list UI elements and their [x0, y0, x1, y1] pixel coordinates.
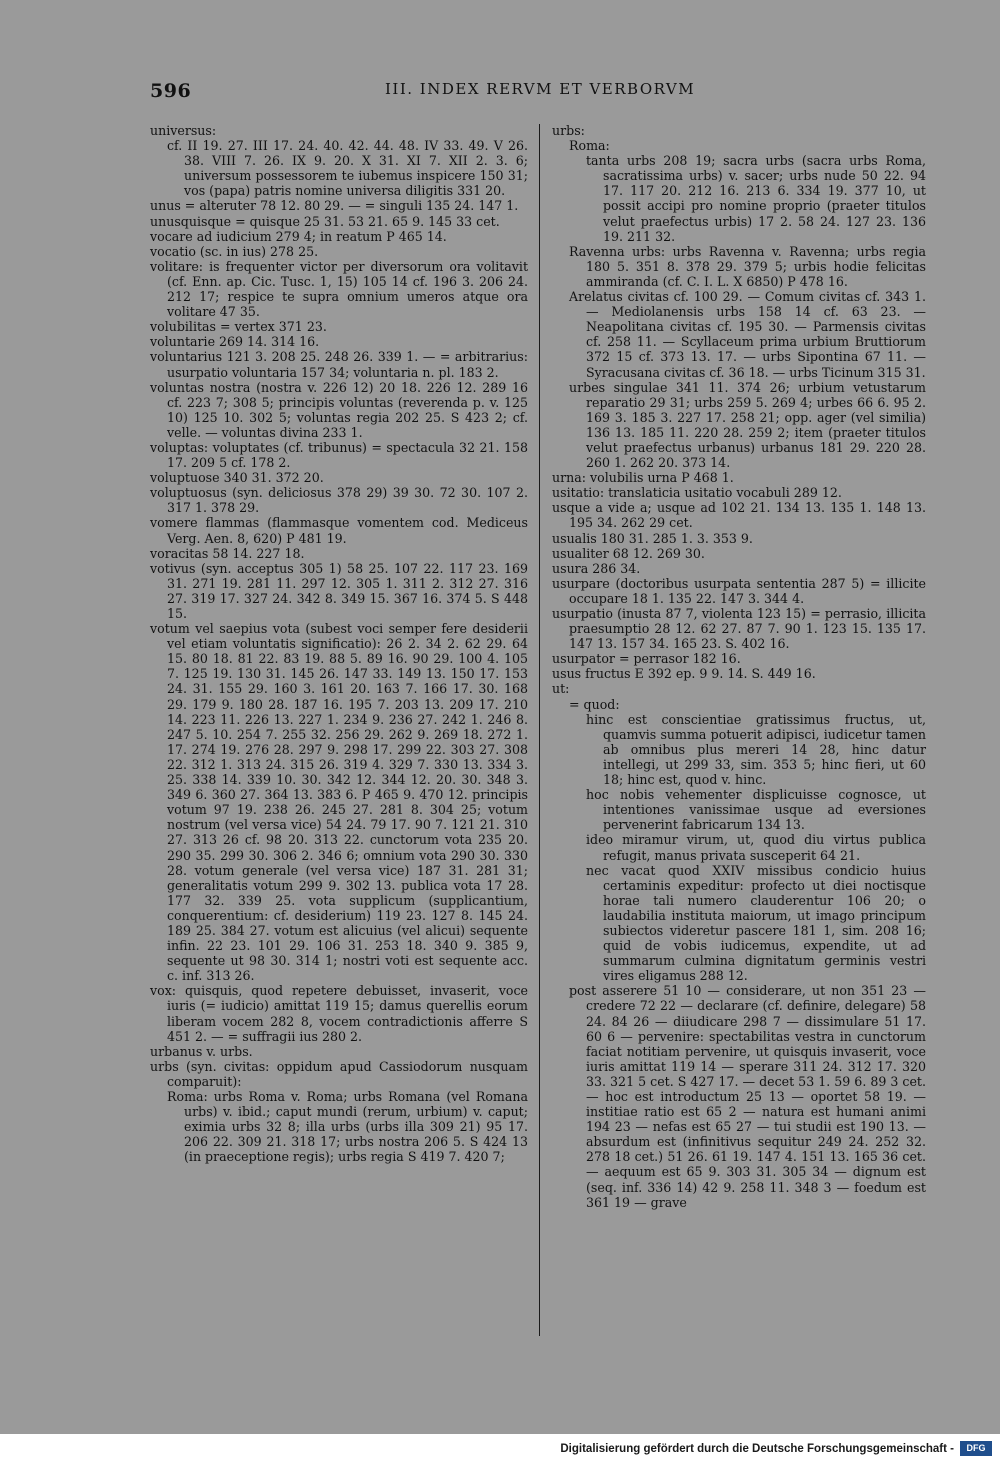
index-entry: vocatio (sc. in ius) 278 25.: [150, 243, 319, 259]
index-entry: Roma:: [569, 138, 610, 154]
index-entry: Arelatus civitas cf. 100 29. — Comum civitas cf. 343 1. — Mediolanensis urbs 158 14 cf. 63 23. — Neapolitana civitas cf. 195 30. — Parmensis civitas cf. 258 11. — Scyllaceum prima urbium Bruttiorum 372 15 cf. 373 13. 17. — urbs Sipontina 67 11. — Syracusana civitas cf. 36 18. — urbs Ticinum 315 31.: [569, 289, 926, 380]
index-entry: unusquisque = quisque 25 31. 53 21. 65 9. 145 33 cet.: [150, 213, 500, 229]
index-entry: cf. II 19. 27. III 17. 24. 40. 42. 44. 48. IV 33. 49. V 26. 38. VIII 7. 26. IX 9. 20. X 31. XI 7. XII 2. 3. 6; universum possessorem te iubemus inspicere 150 31; vos (papa) patris nomine universa diligitis 331 20.: [167, 138, 528, 199]
dfg-logo-icon: DFG: [960, 1441, 992, 1456]
index-entry: voluptuosus (syn. deliciosus 378 29) 39 30. 72 30. 107 2. 317 1. 378 29.: [150, 485, 528, 516]
index-entry: voluptas: voluptates (cf. tribunus) = spectacula 32 21. 158 17. 209 5 cf. 178 2.: [150, 439, 528, 471]
footer-bar: [0, 1434, 1000, 1464]
index-entry: Roma: urbs Roma v. Roma; urbs Romana (vel Romana urbs) v. ibid.; caput mundi (rerum, urbium) v. caput; eximia urbs 32 8; illa urbs (urbs illa 309 21) 95 17. 206 22. 309 21. 318 17; urbs nostra 206 5. S 424 13 (in praeceptione regis); urbs regia S 419 7. 420 7;: [167, 1089, 528, 1165]
index-entry: usurpator = perrasor 182 16.: [552, 651, 741, 667]
index-entry: votivus (syn. acceptus 305 1) 58 25. 107 22. 117 23. 169 31. 271 19. 281 11. 297 12. 305 1. 311 2. 312 27. 316 27. 319 17. 327 24. 342 8. 349 15. 367 16. 374 5. S 448 15.: [150, 560, 528, 621]
index-entry: vox: quisquis, quod repetere debuisset, invaserit, voce iuris (= iudicio) amittat 119 15; damus querellis eorum liberam vocem 282 8, vocem contradictionis afferre S 451 2. — = suffragii ius 280 2.: [150, 983, 528, 1044]
index-entry: tanta urbs 208 19; sacra urbs (sacra urbs Roma, sacratissima urbs) v. sacer; urbs nude 50 22. 94 17. 117 20. 212 16. 213 6. 334 19. 377 10, ut possit accipi pro nomine proprio (praeter titulos velut praefectus urbis) 17 2. 58 24. 127 23. 136 19. 211 32.: [586, 153, 926, 244]
left-column: [150, 123, 528, 1164]
index-entry: usurpatio (inusta 87 7, violenta 123 15) = perrasio, illicita praesumptio 28 12. 62 27. 87 7. 90 1. 123 15. 135 17. 147 13. 157 34. 165 23. S. 402 16.: [552, 606, 926, 652]
index-entry: usualiter 68 12. 269 30.: [552, 545, 705, 561]
index-entry: voluntas nostra (nostra v. 226 12) 20 18. 226 12. 289 16 cf. 223 7; 308 5; principis voluntas (reverenda p. v. 125 10) 125 10. 302 5; voluntas regia 202 25. S 423 2; cf. velle. — voluntas divina 233 1.: [150, 379, 528, 440]
index-entry: urbs (syn. civitas: oppidum apud Cassiodorum nusquam comparuit):: [150, 1058, 528, 1089]
index-entry: votum vel saepius vota (subest voci semper fere desiderii vel etiam voluntatis significatio): 26 2. 34 2. 62 29. 64 15. 80 18. 81 22. 83 19. 88 5. 89 16. 90 29. 100 4. 105 7. 125 19. 130 31. 145 26. 147 33. 149 13. 150 17. 153 24. 31. 155 29. 160 3. 161 20. 163 7. 166 17. 30. 168 29. 179 9. 180 28. 187 16. 195 7. 203 13. 209 17. 210 14. 223 11. 226 13. 227 1. 234 9. 236 27. 242 1. 246 8. 247 5. 10. 254 7. 255 32. 256 29. 262 9. 269 18. 272 1. 17. 274 19. 276 28. 297 9. 298 17. 299 22. 303 27. 308 22. 312 1. 313 24. 315 26. 319 4. 329 7. 330 13. 334 3. 25. 338 14. 339 10. 30. 342 12. 344 12. 20. 30. 348 3. 349 6. 360 27. 364 13. 383 6. P 465 9. 470 12. principis votum 97 19. 238 26. 245 27. 281 8. 304 25; votum nostrum (vel versa vice) 54 24. 79 17. 90 7. 121 21. 310 27. 313 26 cf. 98 20. 313 22. cunctorum vota 235 20. 290 35. 299 30. 306 2. 346 6; omnium vota 290 30. 330 28. votum generale (vel versa vice) 187 31. 281 31; generalitatis votum 299 9. 302 13. publica vota 17 28. 177 32. 339 25. vota supplicum (supplicantium, conquerentium: cf. desiderium) 119 23. 127 8. 145 24. 189 25. 384 27. votum est alicuius (vel alicui) sequente infin. 22 23. 101 29. 106 31. 253 18. 340 9. 385 9, sequente ut 98 30. 314 1; nostri voti est sequente acc. c. inf. 313 26.: [150, 621, 528, 984]
index-entry: hinc est conscientiae gratissimus fructus, ut, quamvis summa potuerit adipisci, iudicetur tamen ab omnibus plus mereri 14 28, hinc datur intellegi, ut 299 33, sim. 353 5; hinc fieri, ut 60 18; hinc est, quod v. hinc.: [586, 711, 926, 788]
index-entry: ideo miramur virum, ut, quod diu virtus publica refugit, manus privata susceperit 64 21.: [586, 832, 926, 863]
index-entry: Ravenna urbs: urbs Ravenna v. Ravenna; urbs regia 180 5. 351 8. 378 29. 379 5; urbis hodie felicitas ammiranda (cf. C. I. L. X 6850) P 478 16.: [569, 243, 926, 289]
index-entry: urna: volubilis urna P 468 1.: [552, 470, 734, 486]
index-entry: volitare: is frequenter victor per diversorum ora volitavit (cf. Enn. ap. Cic. Tusc. 1, 15) 105 14 cf. 196 3. 206 24. 212 17; respice te supra omnium umeros atque ora volitare 47 35.: [150, 258, 528, 320]
index-entry: usus fructus E 392 ep. 9 9. 14. S. 449 16.: [552, 666, 816, 682]
index-entry: vomere flammas (flammasque vomentem cod. Mediceus Verg. Aen. 8, 620) P 481 19.: [150, 515, 528, 546]
index-entry: usura 286 34.: [552, 560, 641, 576]
index-entry: voluntarie 269 14. 314 16.: [150, 334, 320, 350]
index-entry: urbs:: [552, 123, 585, 138]
index-entry: hoc nobis vehementer displicuisse cognosce, ut intentiones vanissimae usque ad eversiones pervenerint fabricarum 134 13.: [586, 787, 926, 833]
index-entry: usque a vide a; usque ad 102 21. 134 13. 135 1. 148 13. 195 34. 262 29 cet.: [552, 500, 926, 531]
index-entry: vocare ad iudicium 279 4; in reatum P 465 14.: [150, 228, 447, 244]
funding-notice: Digitalisierung gefördert durch die Deutsche Forschungsgemeinschaft -: [560, 1443, 954, 1455]
index-entry: voracitas 58 14. 227 18.: [150, 545, 305, 561]
right-column: [552, 123, 926, 1210]
running-head: III. INDEX RERVM ET VERBORVM: [385, 80, 696, 98]
index-entry: usitatio: translaticia usitatio vocabuli 289 12.: [552, 485, 842, 501]
index-entry: = quod:: [569, 696, 620, 712]
index-entry: voluptuose 340 31. 372 20.: [150, 470, 324, 486]
index-entry: post asserere 51 10 — considerare, ut non 351 23 — credere 72 22 — declarare (cf. definire, delegare) 58 24. 84 26 — diiudicare 298 7 — dissimulare 51 17. 60 6 — pervenire: spectabilitas vestra in cunctorum faciat notitiam pervenire, ut quisquis invaserit, voce iuris amittat 119 14 — sperare 311 24. 312 17. 320 33. 321 5 cet. S 427 17. — decet 53 1. 59 6. 89 3 cet. — hoc est introductum 25 13 — oportet 58 19. — institiae ratio est 65 2 — natura est humani animi 194 23 — nefas est 65 27 — tui studii est 190 13. — absurdum est (infinitivus sequitur 249 24. 252 32. 278 18 cet.) 51 26. 61 19. 147 4. 151 13. 165 36 cet. — aequum est 65 9. 303 31. 305 34 — dignum est (seq. inf. 336 14) 42 9. 258 11. 348 3 — foedum est 361 19 — grave: [569, 983, 926, 1210]
index-entry: universus:: [150, 123, 217, 138]
index-entry: nec vacat quod XXIV missibus condicio huius certaminis expeditur: profecto ut diei noctisque horae tali numero clauderentur 106 20; o laudabilia instituta maiorum, ut imago principum subiectos videretur pascere 181 1, sim. 208 16; quid de vobis iudicemus, expendite, ut ad summarum culmina dignitatum germinis vestri vires eligamus 288 12.: [586, 862, 926, 984]
index-entry: unus = alteruter 78 12. 80 29. — = singuli 135 24. 147 1.: [150, 198, 519, 214]
index-entry: volubilitas = vertex 371 23.: [150, 319, 327, 335]
column-divider: [539, 124, 540, 1336]
page-number: 596: [150, 80, 192, 102]
index-entry: urbanus v. urbs.: [150, 1043, 253, 1059]
index-entry: voluntarius 121 3. 208 25. 248 26. 339 1. — = arbitrarius: usurpatio voluntaria 157 34; voluntaria n. pl. 183 2.: [150, 349, 528, 380]
index-entry: usualis 180 31. 285 1. 3. 353 9.: [552, 530, 753, 546]
index-entry: usurpare (doctoribus usurpata sententia 287 5) = illicite occupare 18 1. 135 22. 147 3. 344 4.: [552, 575, 926, 606]
index-entry: urbes singulae 341 11. 374 26; urbium vetustarum reparatio 29 31; urbs 259 5. 269 4; urbes 66 6. 95 2. 169 3. 185 3. 227 17. 258 21; opp. ager (vel similia) 136 13. 185 11. 220 28. 259 2; item (praeter titulos velut praefectus urbanus) urbanus 181 29. 220 28. 260 1. 262 20. 373 14.: [569, 379, 926, 471]
index-entry: ut:: [552, 681, 570, 697]
